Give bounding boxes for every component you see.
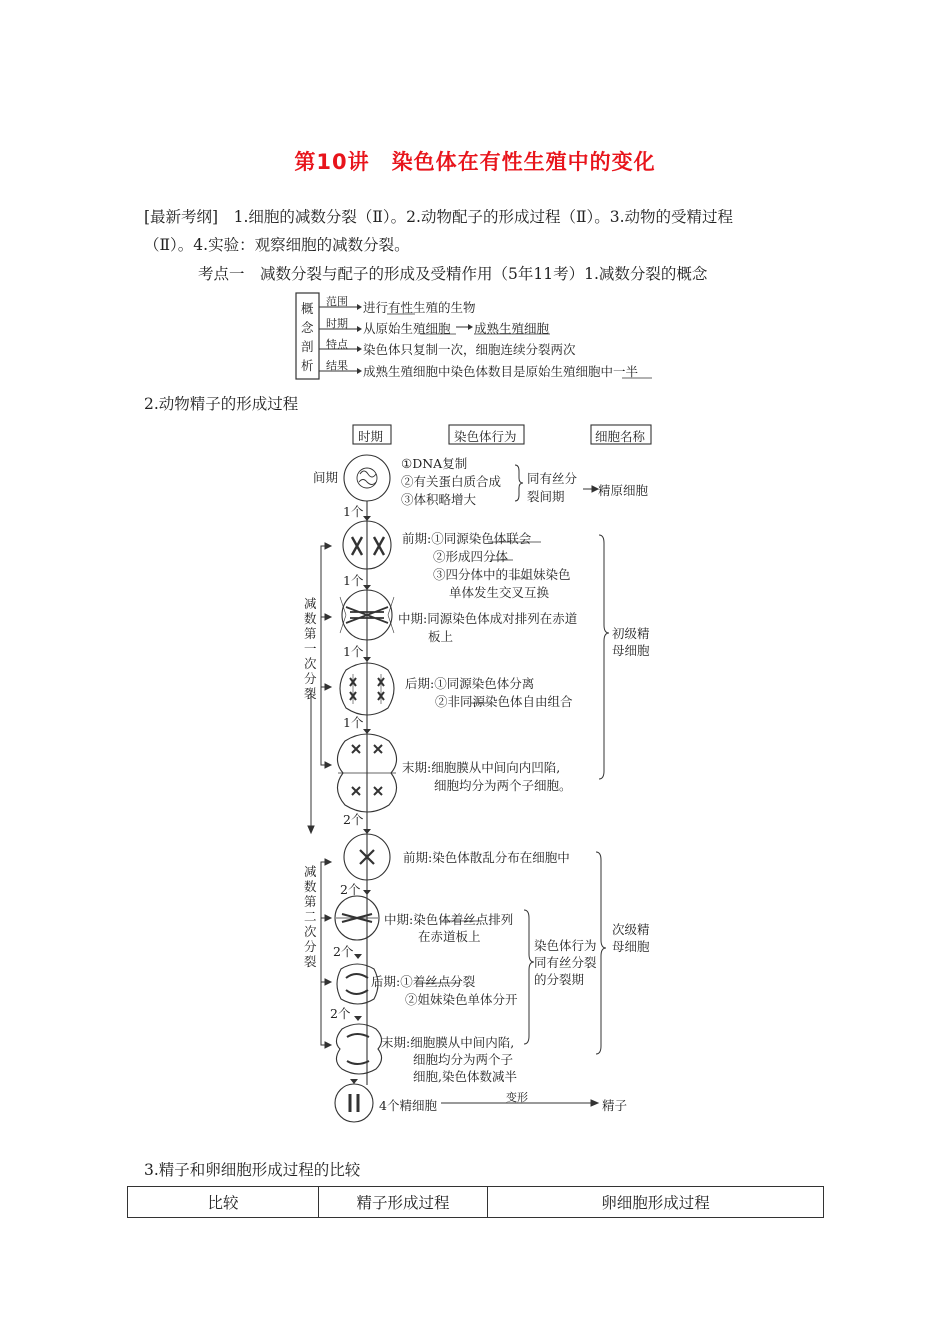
cell-name-line: 次级精	[612, 922, 650, 937]
count-label: 1个	[343, 504, 364, 519]
meiosis-2-char: 裂	[304, 954, 317, 969]
meiosis-1-char: 分	[304, 671, 317, 686]
section-3-heading: 3.精子和卵细胞形成过程的比较	[144, 1161, 361, 1179]
interphase-item: ①DNA复制	[401, 456, 468, 471]
meiosis-1-char: 减	[304, 596, 317, 611]
concept-box-char: 念	[301, 320, 314, 335]
mi-prophase-line: ③四分体中的非姐妹染色	[433, 567, 571, 582]
concept-text: 进行有性生殖的生物	[363, 300, 476, 315]
meiosis-1-char: 数	[304, 611, 317, 626]
concept-box-char: 剖	[301, 339, 314, 354]
concept-tag: 特点	[326, 338, 348, 351]
mii-prophase-line: 前期:染色体散乱分布在细胞中	[403, 850, 570, 865]
interphase-item: ②有关蛋白质合成	[401, 474, 502, 489]
transform-label: 变形	[506, 1091, 528, 1104]
meiosis-2-char: 二	[304, 909, 317, 924]
interphase-items	[401, 455, 501, 509]
concept-tag: 时期	[326, 317, 348, 330]
mi-telophase-line: 细胞均分为两个子细胞。	[434, 778, 572, 793]
page-title: 第10讲 染色体在有性生殖中的变化	[294, 150, 656, 174]
mi-metaphase-line: 板上	[428, 629, 454, 644]
spermatogonium-label: 精原细胞	[598, 483, 649, 498]
behavior-note-line: 的分裂期	[534, 972, 585, 987]
header-cell-name: 细胞名称	[595, 429, 646, 444]
mi-prophase-line: 单体发生交叉互换	[449, 585, 550, 600]
count-label: 1个	[343, 644, 364, 659]
concept-tag: 结果	[326, 359, 348, 372]
mii-telophase-line: 末期:细胞膜从中间内陷,	[381, 1035, 515, 1050]
mii-telophase-line: 细胞均分为两个子	[413, 1052, 514, 1067]
table-header-row	[128, 1187, 824, 1218]
secondary-spermatocyte-label	[612, 921, 650, 955]
cell-name-line: 初级精	[612, 626, 650, 641]
mi-prophase-line: 前期:①同源染色体联会	[402, 531, 532, 546]
concept-text: 从原始生殖细胞	[363, 321, 451, 336]
concept-text: 染色体只复制一次，细胞连续分裂两次	[363, 342, 576, 357]
mi-telophase-line: 末期:细胞膜从中间向内凹陷,	[402, 760, 561, 775]
mi-metaphase-line: 中期:同源染色体成对排列在赤道	[398, 611, 578, 626]
mii-metaphase-line: 中期:染色体着丝点排列	[384, 912, 514, 927]
behavior-note-line: 染色体行为	[534, 938, 597, 953]
header-chromosome-behavior: 染色体行为	[454, 429, 517, 444]
concept-box-char: 析	[301, 358, 314, 373]
cell-name-line: 母细胞	[612, 643, 650, 658]
count-label: 2个	[343, 812, 364, 827]
concept-tag: 范围	[326, 295, 348, 308]
mii-anaphase-line: ②姐妹染色单体分开	[405, 992, 518, 1007]
kaodian-heading: 考点一 减数分裂与配子的形成及受精作用（5年11考）1.减数分裂的概念	[198, 265, 708, 283]
mii-telophase-line: 细胞,染色体数减半	[413, 1069, 517, 1084]
meiosis-2-label	[304, 864, 317, 969]
interphase-label: 间期	[313, 470, 339, 485]
header-period: 时期	[358, 429, 384, 444]
count-label: 2个	[340, 882, 361, 897]
sperm-label: 精子	[602, 1098, 628, 1113]
concept-text: 成熟生殖细胞中染色体数目是原始生殖细胞中一半	[363, 364, 639, 379]
interphase-note-line: 同有丝分	[527, 471, 578, 486]
meiosis-1-char: 裂	[304, 686, 317, 701]
syllabus-line-2: （Ⅱ）。4.实验：观察细胞的减数分裂。	[144, 236, 410, 254]
mi-prophase-line: ②形成四分体	[433, 549, 509, 564]
table-header-cell: 精子形成过程	[319, 1187, 488, 1218]
concept-text: 成熟生殖细胞	[474, 321, 550, 336]
mii-metaphase-line: 在赤道板上	[418, 929, 481, 944]
primary-spermatocyte-label	[612, 625, 650, 659]
count-label: 2个	[330, 1006, 351, 1021]
mii-anaphase-line: 后期:①着丝点分裂	[371, 974, 476, 989]
mi-anaphase-line: 后期:①同源染色体分离	[405, 676, 535, 691]
concept-box-char: 概	[301, 301, 314, 316]
mii-behavior-note	[534, 937, 597, 988]
interphase-item: ③体积略增大	[401, 492, 477, 507]
meiosis-1-char: 第	[304, 626, 317, 641]
behavior-note-line: 同有丝分裂	[534, 955, 597, 970]
meiosis-1-char: 一	[304, 641, 317, 656]
count-label: 1个	[343, 715, 364, 730]
spermatid-count-label: 4个精细胞	[379, 1098, 437, 1113]
mi-anaphase-line: ②非同源染色体自由组合	[435, 694, 573, 709]
section-2-heading: 2.动物精子的形成过程	[144, 395, 299, 413]
interphase-note-line: 裂间期	[527, 489, 565, 504]
table-header-cell: 卵细胞形成过程	[488, 1187, 824, 1218]
count-label: 1个	[343, 573, 364, 588]
syllabus-line-1: [最新考纲] 1.细胞的减数分裂（Ⅱ）。2.动物配子的形成过程（Ⅱ）。3.动物的受精过程	[144, 208, 734, 226]
meiosis-2-char: 第	[304, 894, 317, 909]
meiosis-2-char: 分	[304, 939, 317, 954]
count-label: 2个	[333, 944, 354, 959]
meiosis-2-char: 次	[304, 924, 317, 939]
comparison-table	[127, 1186, 824, 1218]
meiosis-1-label	[304, 596, 317, 701]
table-header-cell: 比较	[128, 1187, 319, 1218]
meiosis-1-char: 次	[304, 656, 317, 671]
cell-name-line: 母细胞	[612, 939, 650, 954]
meiosis-2-char: 减	[304, 864, 317, 879]
interphase-note	[527, 470, 577, 506]
meiosis-2-char: 数	[304, 879, 317, 894]
